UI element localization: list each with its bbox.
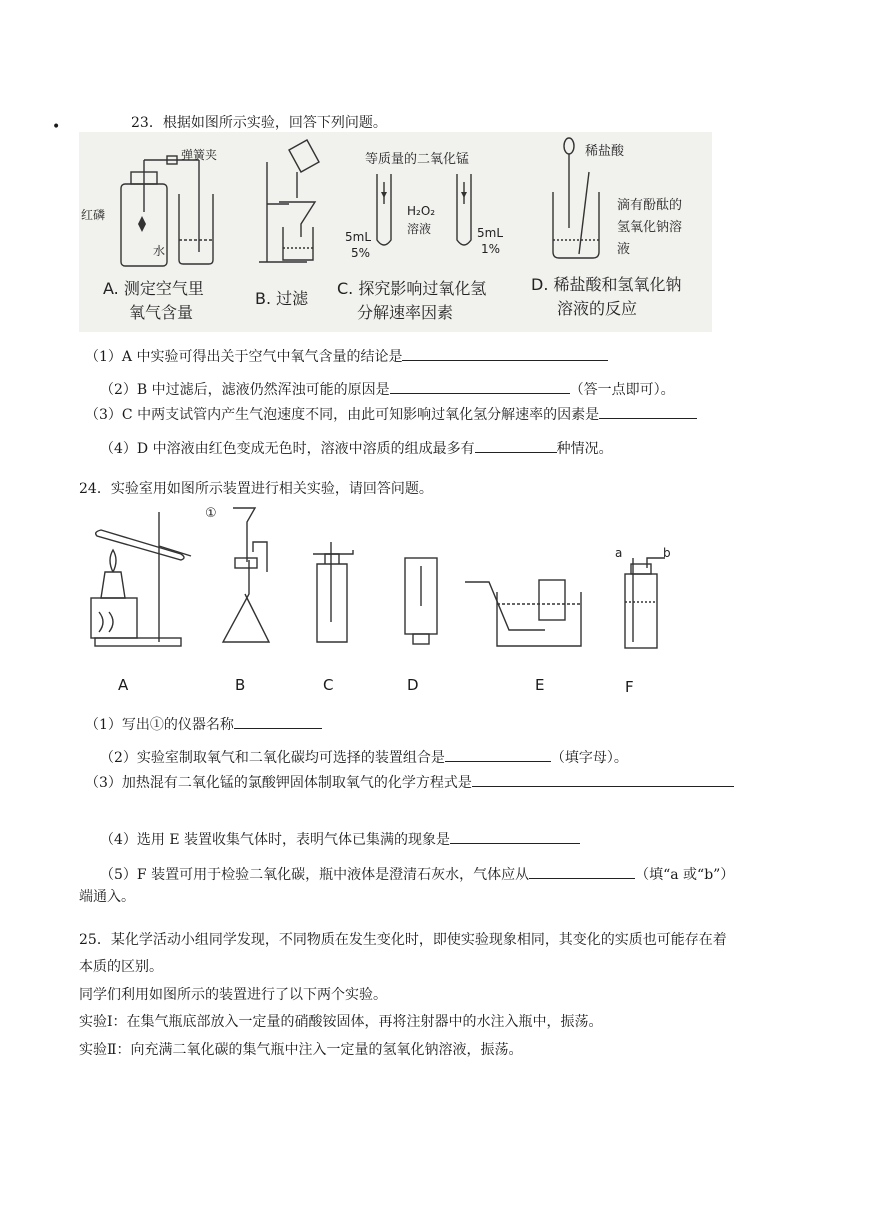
label-5ml-left: 5mL (345, 230, 372, 244)
q24-title: 24．实验室用如图所示装置进行相关实验，请回答问题。 (79, 481, 433, 497)
q23-part4 (100, 438, 613, 458)
q23-part4-answer-blank[interactable] (475, 438, 557, 453)
instrument-marker-1: ① (205, 506, 217, 521)
apparatus-label-d: D (407, 676, 419, 694)
caption-b: B. 过滤 (255, 289, 309, 308)
caption-a-line2: 氧气含量 (129, 303, 194, 322)
apparatus-label-f: F (625, 678, 634, 696)
label-h2o2-formula: H₂O₂ (407, 204, 436, 218)
q24-part5-answer-blank[interactable] (529, 864, 635, 879)
q24-part2-answer-blank[interactable] (445, 747, 551, 762)
apparatus-label-c: C (323, 676, 334, 694)
q25-line2: 本质的区别。 (79, 959, 163, 975)
label-phenolphthalein-1: 滴有酚酞的 (617, 198, 683, 213)
apparatus-label-e: E (535, 676, 545, 694)
q24-part2 (100, 747, 628, 767)
label-5-percent: 5% (351, 246, 371, 260)
q23-part2 (100, 379, 675, 399)
q24-part1-text: （1）写出①的仪器名称 (85, 717, 234, 733)
q24-part4-answer-blank[interactable] (450, 829, 580, 844)
q24-part1-answer-blank[interactable] (234, 714, 322, 729)
q23-part3-answer-blank[interactable] (599, 404, 697, 419)
q24-part1 (85, 714, 322, 734)
port-label-b: b (663, 546, 671, 560)
q24-part3-answer-blank[interactable] (472, 772, 734, 787)
label-phenolphthalein-2: 氢氧化钠溶 (617, 220, 683, 235)
q25-line3: 同学们利用如图所示的装置进行了以下两个实验。 (79, 987, 387, 1003)
list-bullet: • (52, 119, 61, 135)
label-h2o2-solution: 溶液 (407, 222, 432, 236)
q24-part5-suffix: （填“a 或“b”） (635, 867, 735, 883)
q24-part5-end: 端通入。 (79, 889, 135, 905)
q23-part2-answer-blank[interactable] (390, 379, 570, 394)
q24-part3 (85, 772, 734, 792)
q24-part5-text: （5）F 装置可用于检验二氧化碳，瓶中液体是澄清石灰水，气体应从 (100, 867, 530, 883)
caption-d-line1: D. 稀盐酸和氢氧化钠 (531, 275, 682, 294)
caption-a-line1: A. 测定空气里 (103, 279, 204, 298)
apparatus-label-a: A (118, 676, 129, 694)
label-mno2: 等质量的二氧化锰 (365, 152, 470, 167)
q24-figure (85, 502, 685, 702)
caption-c-line1: C. 探究影响过氧化氢 (337, 279, 487, 298)
label-dilute-hcl: 稀盐酸 (585, 144, 625, 159)
label-spring-clip: 弹簧夹 (181, 148, 218, 162)
q23-part4-suffix: 种情况。 (556, 441, 613, 457)
q23-title: 23．根据如图所示实验，回答下列问题。 (131, 115, 387, 131)
q24-apparatus-drawing (85, 502, 685, 702)
apparatus-label-b: B (235, 676, 246, 694)
label-phenolphthalein-3: 液 (617, 242, 631, 257)
q25-line4: 实验Ⅰ：在集气瓶底部放入一定量的硝酸铵固体，再将注射器中的水注入瓶中，振荡。 (79, 1014, 603, 1030)
q25-line1: 25．某化学活动小组同学发现，不同物质在发生变化时，即使实验现象相同，其变化的实质也可能存在着 (79, 932, 727, 948)
q25-line5: 实验Ⅱ：向充满二氧化碳的集气瓶中注入一定量的氢氧化钠溶液，振荡。 (79, 1042, 523, 1058)
label-1-percent: 1% (481, 242, 501, 256)
label-water: 水 (153, 244, 166, 258)
caption-d-line2: 溶液的反应 (557, 299, 638, 318)
q23-part4-text: （4）D 中溶液由红色变成无色时，溶液中溶质的组成最多有 (100, 441, 475, 457)
label-red-phosphorus: 红磷 (81, 208, 106, 222)
q23-part1-answer-blank[interactable] (402, 346, 608, 361)
q24-part5 (100, 864, 734, 884)
q24-part4-text: （4）选用 E 装置收集气体时，表明气体已集满的现象是 (100, 832, 451, 848)
port-label-a: a (615, 546, 623, 560)
q23-part3-text: （3）C 中两支试管内产生气泡速度不同，由此可知影响过氧化氢分解速率的因素是 (85, 407, 600, 423)
label-5ml-right: 5mL (477, 226, 504, 240)
q23-part1-text: （1）A 中实验可得出关于空气中氧气含量的结论是 (85, 349, 403, 365)
q23-part1 (85, 346, 608, 366)
q23-part2-suffix: （答一点即可）。 (569, 382, 675, 398)
q24-part4 (100, 829, 580, 849)
q24-part2-text: （2）实验室制取氧气和二氧化碳均可选择的装置组合是 (100, 750, 445, 766)
q23-part3 (85, 404, 697, 424)
q24-part2-suffix: （填字母）。 (550, 750, 628, 766)
q23-part2-text: （2）B 中过滤后，滤液仍然浑浊可能的原因是 (100, 382, 390, 398)
q24-part3-text: （3）加热混有二氧化锰的氯酸钾固体制取氧气的化学方程式是 (85, 775, 472, 791)
caption-c-line2: 分解速率因素 (357, 303, 454, 322)
q23-figure (79, 132, 712, 332)
